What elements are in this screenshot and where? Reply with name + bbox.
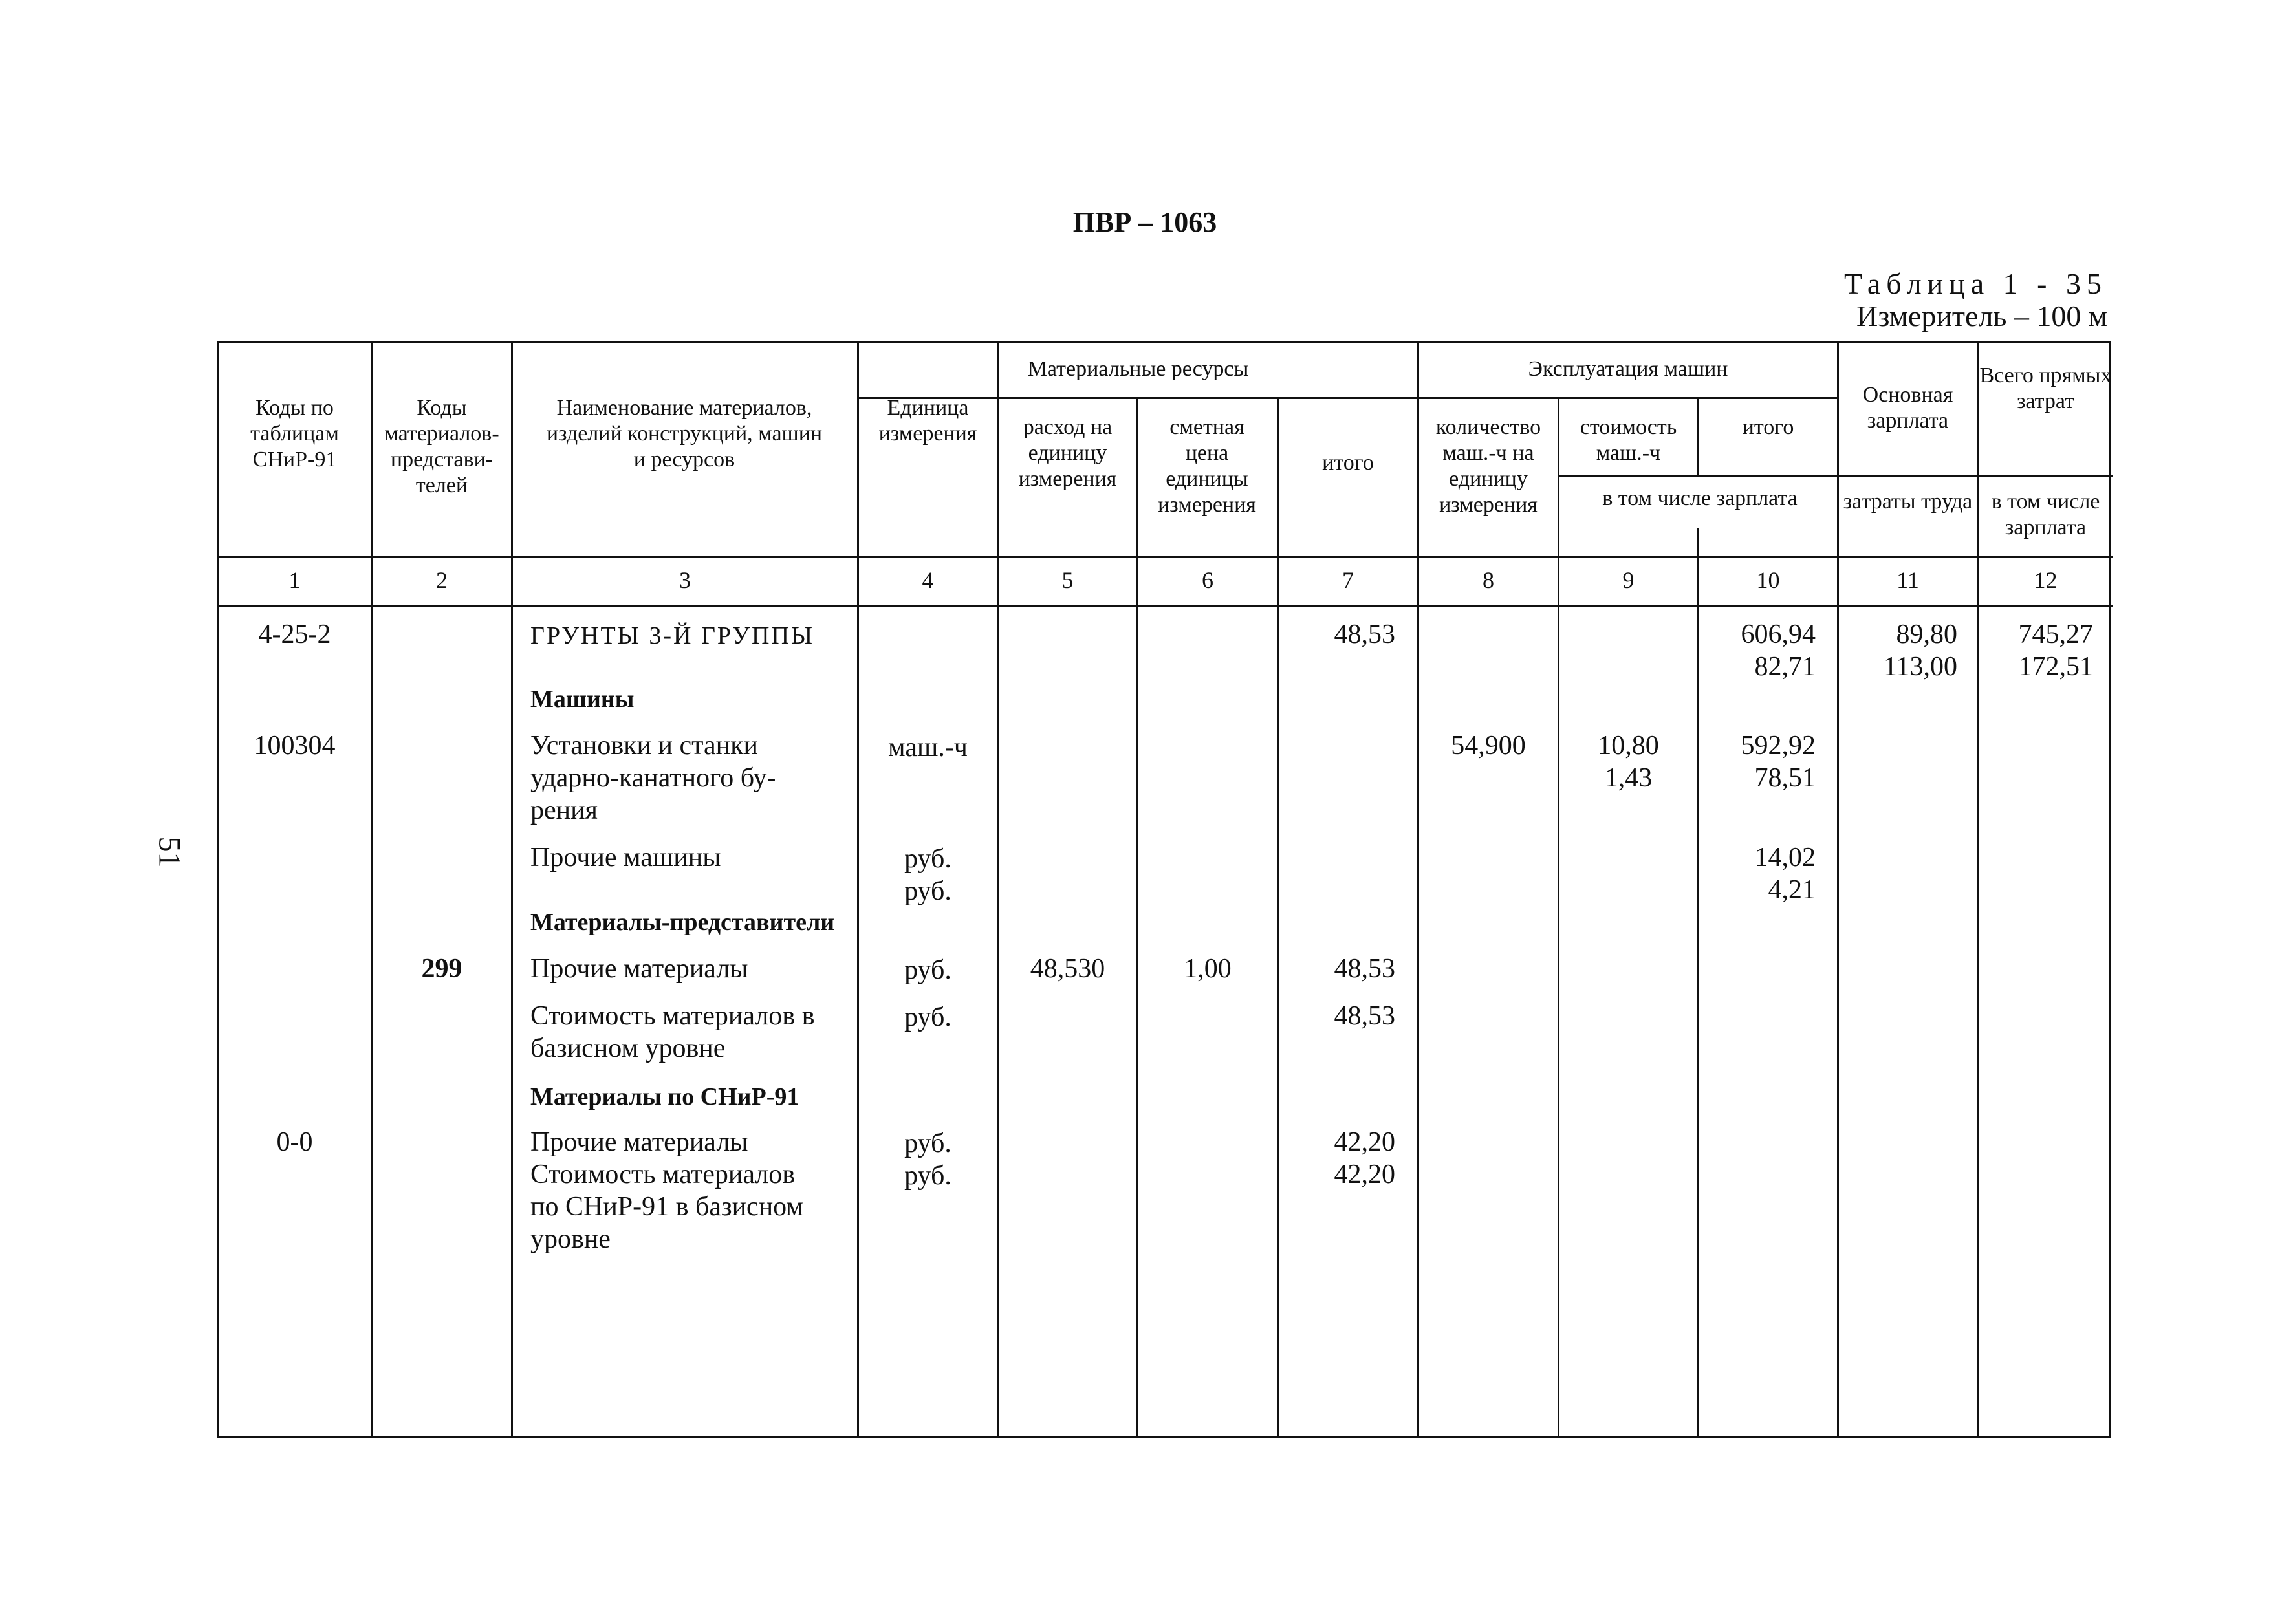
col-number: 12: [2034, 567, 2058, 593]
code-cell: 100304: [254, 731, 336, 761]
value-cell: 14,02: [1754, 843, 1816, 872]
col-divider: [1136, 397, 1138, 1436]
header-col2: Коды материалов-представи-телей: [384, 396, 499, 497]
col-number: 7: [1342, 567, 1354, 593]
value-cell: 48,53: [1334, 620, 1395, 649]
row-divider: [219, 556, 2113, 558]
row-divider: [857, 397, 1837, 399]
name-cell: рения: [530, 796, 598, 825]
header-col1: Коды по таблицам СНиР-91: [250, 396, 339, 471]
value-cell: 42,20: [1334, 1160, 1395, 1189]
value-cell: 606,94: [1741, 620, 1816, 649]
value-cell: 89,80: [1896, 620, 1957, 649]
measure-unit: Измеритель – 100 м: [1856, 299, 2107, 332]
col-divider: [371, 343, 373, 1436]
value-cell: 4,21: [1768, 875, 1816, 905]
value-cell: 1,00: [1184, 954, 1232, 984]
unit-cell: руб.: [904, 1129, 951, 1158]
code-cell: 4-25-2: [258, 620, 331, 649]
header-col8: количество маш.-ч на единицу измерения: [1435, 415, 1541, 517]
col-divider: [1558, 397, 1559, 1436]
name-cell: ГРУНТЫ 3-Й ГРУППЫ: [530, 622, 815, 649]
header-group-materials: Материальные ресурсы: [1027, 357, 1249, 381]
unit-cell: руб.: [904, 844, 951, 874]
header-col11: Основная зарплата: [1862, 383, 1953, 433]
value-cell: 42,20: [1334, 1127, 1395, 1157]
col-divider: [1277, 397, 1279, 1436]
col-number: 2: [436, 567, 448, 593]
data-table: [217, 341, 2111, 1438]
unit-cell: руб.: [904, 955, 951, 985]
header-col5: расход на единицу измерения: [1018, 415, 1117, 491]
header-col9: стоимость маш.-ч: [1580, 415, 1677, 465]
code-cell: 0-0: [276, 1127, 313, 1157]
header-col12-sub: в том числе зарплата: [1991, 490, 2100, 539]
unit-cell: руб.: [904, 1002, 951, 1032]
value-cell: 78,51: [1754, 763, 1816, 793]
header-col9-10-sub: в том числе зарплата: [1602, 486, 1798, 510]
name-cell: Прочие материалы: [530, 954, 748, 984]
col-divider: [511, 343, 513, 1436]
name-cell: по СНиР-91 в базисном: [530, 1192, 803, 1222]
representative-code-cell: 299: [421, 954, 462, 984]
col-number: 11: [1896, 567, 1919, 593]
name-cell: Стоимость материалов: [530, 1160, 796, 1189]
col-number: 8: [1483, 567, 1494, 593]
col-number: 4: [922, 567, 934, 593]
section-heading: Материалы-представители: [530, 909, 835, 936]
value-cell: 113,00: [1884, 652, 1957, 682]
value-cell: 82,71: [1754, 652, 1816, 682]
col-number: 1: [288, 567, 301, 593]
value-cell: 54,900: [1451, 731, 1526, 761]
name-cell: Прочие машины: [530, 843, 721, 872]
name-cell: базисном уровне: [530, 1034, 726, 1063]
value-cell: 592,92: [1741, 731, 1816, 761]
header-group-machines: Эксплуатация машин: [1528, 357, 1728, 381]
section-heading: Машины: [530, 686, 635, 713]
name-cell: Стоимость материалов в: [530, 1001, 815, 1031]
col-number: 3: [679, 567, 691, 593]
header-col12: Всего прямых затрат: [1979, 363, 2112, 413]
header-col6: сметная цена единицы измерения: [1158, 415, 1256, 517]
row-divider: [1837, 475, 2113, 477]
header-col10: итого: [1742, 415, 1794, 439]
col-number: 9: [1622, 567, 1635, 593]
header-col7: итого: [1322, 451, 1374, 475]
value-cell: 172,51: [2018, 652, 2093, 682]
value-cell: 48,53: [1334, 954, 1395, 984]
table-label: Таблица 1 - 35: [1843, 267, 2107, 300]
name-cell: уровне: [530, 1224, 611, 1254]
header-col11-sub: затраты труда: [1843, 490, 1973, 514]
row-divider: [219, 605, 2113, 607]
col-number: 6: [1202, 567, 1213, 593]
value-cell: 10,80: [1598, 731, 1659, 761]
document-title: ПВР – 1063: [1072, 206, 1217, 238]
name-cell: ударно-канатного бу-: [530, 763, 776, 793]
value-cell: 1,43: [1604, 763, 1653, 793]
unit-cell: руб.: [904, 1161, 951, 1191]
header-col4: Единица измерения: [878, 396, 977, 446]
col-number: 10: [1756, 567, 1780, 593]
value-cell: 48,530: [1030, 954, 1105, 984]
section-heading: Материалы по СНиР-91: [530, 1083, 799, 1110]
row-divider: [1558, 475, 1837, 477]
header-col3: Наименование материалов, изделий конструкций, машин и ресурсов: [546, 396, 823, 471]
unit-cell: руб.: [904, 876, 951, 906]
name-cell: Установки и станки: [530, 731, 759, 761]
value-cell: 745,27: [2018, 620, 2093, 649]
page-number: 51: [152, 836, 187, 868]
value-cell: 48,53: [1334, 1001, 1395, 1031]
unit-cell: маш.-ч: [888, 733, 968, 763]
col-divider: [997, 343, 999, 1436]
name-cell: Прочие материалы: [530, 1127, 748, 1157]
col-number: 5: [1061, 567, 1074, 593]
